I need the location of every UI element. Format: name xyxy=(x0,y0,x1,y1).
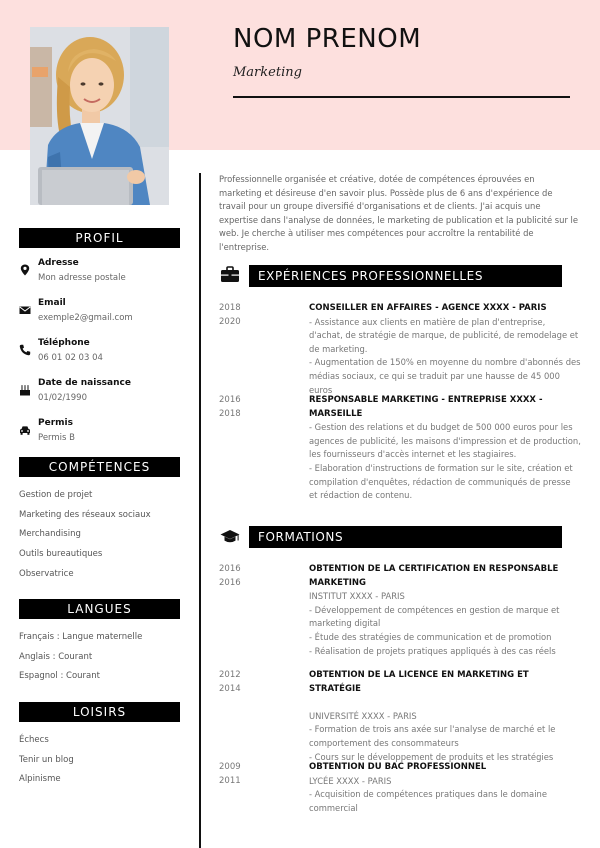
address-value: Mon adresse postale xyxy=(38,273,126,283)
list-item: Tenir un blog xyxy=(19,754,74,765)
profil-heading: PROFIL xyxy=(19,228,180,248)
entry-dates xyxy=(219,669,279,696)
entry-end-year: 2011 xyxy=(219,775,241,786)
entry-dates xyxy=(219,394,279,421)
entry-detail: - Cours sur le développement de produits et les stratégies xyxy=(309,751,554,762)
entry-detail: - Acquisition de compétences pratiques dans le domaine commercial xyxy=(309,789,547,813)
entry-end-year: 2016 xyxy=(219,577,241,588)
entry-dates xyxy=(219,302,279,329)
entry-detail: - Étude des stratégies de communication et de promotion xyxy=(309,631,552,642)
email-label: Email xyxy=(38,298,66,308)
license-value: Permis B xyxy=(38,433,76,443)
entry-end-year: 2018 xyxy=(219,408,241,419)
birthday-cake-icon xyxy=(19,384,31,396)
entry-title: OBTENTION DE LA CERTIFICATION EN RESPONSABLE MARKETING xyxy=(309,564,559,588)
entry-institution: LYCÉE XXXX - PARIS xyxy=(309,775,392,786)
contact-phone xyxy=(19,338,189,368)
entry-body xyxy=(309,669,581,764)
entry-title: OBTENTION DU BAC PROFESSIONNEL xyxy=(309,762,487,772)
formations-heading: FORMATIONS xyxy=(249,526,562,548)
phone-label: Téléphone xyxy=(38,338,90,348)
entry-start-year: 2016 xyxy=(219,395,241,405)
name-underline xyxy=(233,96,570,98)
list-item: Anglais : Courant xyxy=(19,651,93,662)
car-icon xyxy=(19,424,31,436)
envelope-icon xyxy=(19,304,31,316)
birthdate-label: Date de naissance xyxy=(38,378,131,388)
entry-detail: - Réalisation de projets pratiques appliqués à des cas réels xyxy=(309,645,556,656)
contact-license xyxy=(19,418,189,448)
list-item: Français : Langue maternelle xyxy=(19,632,143,642)
entry-detail: - Gestion des relations et du budget de 500 000 euros pour les agences de publicité, les maisons d'impression et de production, les fournisseurs d'accès internet et les stagiaires. xyxy=(309,422,581,460)
entry-start-year: 2016 xyxy=(219,564,241,574)
loisirs-heading: LOISIRS xyxy=(19,702,180,722)
experiences-heading: EXPÉRIENCES PROFESSIONNELLES xyxy=(249,265,562,287)
column-divider xyxy=(199,173,201,848)
entry-title: CONSEILLER EN AFFAIRES - AGENCE XXXX - PARIS xyxy=(309,303,547,313)
entry-body xyxy=(309,563,581,658)
entry-detail: - Développement de compétences en gestion de marque et marketing digital xyxy=(309,604,560,629)
entry-title: RESPONSABLE MARKETING - ENTREPRISE XXXX - MARSEILLE xyxy=(309,395,543,419)
contact-address xyxy=(19,258,189,288)
entry-dates xyxy=(219,563,279,590)
entry-start-year: 2018 xyxy=(219,303,241,313)
list-item: Marketing des réseaux sociaux xyxy=(19,509,151,520)
entry-body xyxy=(309,394,581,503)
entry-title: OBTENTION DE LA LICENCE EN MARKETING ET STRATÉGIE xyxy=(309,670,529,694)
list-item: Gestion de projet xyxy=(19,490,93,500)
license-label: Permis xyxy=(38,418,73,428)
list-item: Observatrice xyxy=(19,568,74,579)
entry-institution: UNIVERSITÉ XXXX - PARIS xyxy=(309,710,417,721)
address-label: Adresse xyxy=(38,258,79,268)
job-title: Marketing xyxy=(233,65,302,80)
graduation-cap-icon xyxy=(220,528,240,546)
entry-start-year: 2009 xyxy=(219,762,241,772)
candidate-name: NOM PRENOM xyxy=(233,24,422,54)
entry-institution: INSTITUT XXXX - PARIS xyxy=(309,591,405,602)
loisirs-list xyxy=(19,734,74,793)
list-item: Outils bureautiques xyxy=(19,549,103,560)
competences-heading: COMPÉTENCES xyxy=(19,457,180,477)
profile-photo xyxy=(30,27,169,205)
entry-end-year: 2014 xyxy=(219,683,241,694)
entry-body xyxy=(309,302,581,397)
location-pin-icon xyxy=(19,264,31,276)
langues-heading: LANGUES xyxy=(19,599,180,619)
briefcase-icon xyxy=(220,266,240,284)
competences-list xyxy=(19,489,151,587)
list-item: Merchandising xyxy=(19,529,81,540)
contact-birthdate xyxy=(19,378,189,408)
entry-detail: - Elaboration d'instructions de formation sur le site, création et compilation d'enquêtes, rédaction de communiqués de presse et rédaction de contenu. xyxy=(309,462,573,501)
list-item: Alpinisme xyxy=(19,774,61,785)
entry-detail: - Formation de trois ans axée sur l'analyse de marché et le comportement des consommateurs xyxy=(309,724,556,748)
birthdate-value: 01/02/1990 xyxy=(38,393,87,403)
list-item: Espagnol : Courant xyxy=(19,671,100,682)
profile-summary: Professionnelle organisée et créative, dotée de compétences éprouvées en marketing et désireuse d'en savoir plus. Possède plus de 6 ans d'expérience de travail pour un groupe diversifié d'organisations et de clients. J'ai acquis une expertise dans l'analyse de données, le marketing de publication et la publicité sur le web. Je cherche à utiliser mes compétences pour accroître la rentabilité de l'entreprise. xyxy=(219,174,579,252)
contact-email xyxy=(19,298,189,328)
entry-detail: - Augmentation de 150% en moyenne du nombre d'abonnés des médias sociaux, ce qui se traduit par une hausse de 45 000 euros xyxy=(309,357,581,395)
entry-dates xyxy=(219,761,279,788)
langues-list xyxy=(19,631,142,690)
entry-detail: - Assistance aux clients en matière de plan d'entreprise, d'achat, de stratégie de marque, de publicité, de remodelage et de marketing. xyxy=(309,316,579,354)
entry-start-year: 2012 xyxy=(219,670,241,680)
email-value: exemple2@gmail.com xyxy=(38,313,133,323)
phone-icon xyxy=(19,344,31,356)
list-item: Échecs xyxy=(19,735,49,745)
entry-end-year: 2020 xyxy=(219,316,241,327)
entry-body xyxy=(309,761,581,815)
phone-value: 06 01 02 03 04 xyxy=(38,353,103,363)
